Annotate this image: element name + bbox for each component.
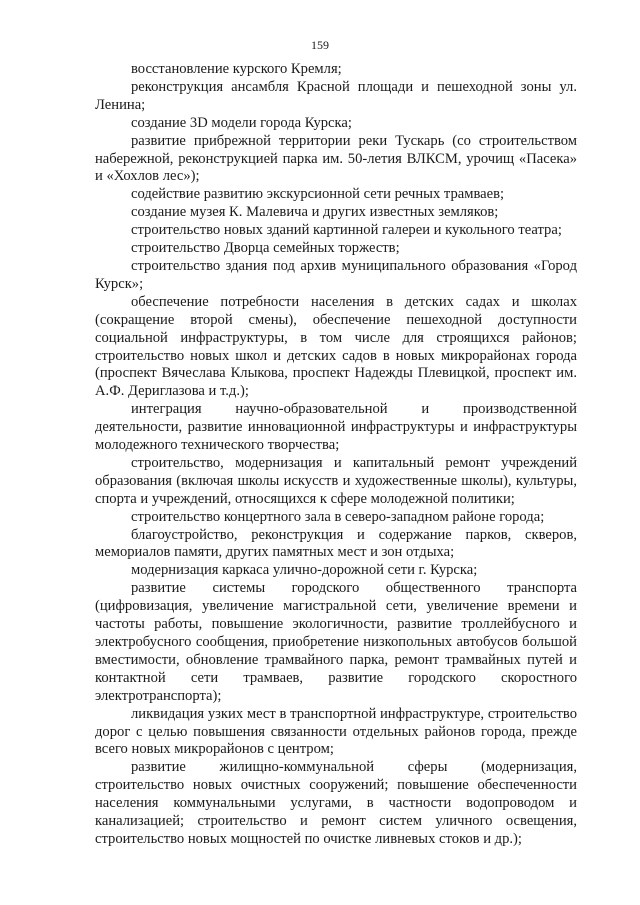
paragraph: строительство концертного зала в северо-западном районе города; bbox=[131, 508, 545, 525]
paragraph: развитие системы городского общественного транспорта (цифровизация, увеличение магистральной сети, увеличение времени и частоты работы, повышение экологичности, развитие троллейбусного и электробусного сообщения, приобретение низкопольных автобусов большой вместимости, обновление трамвайного парка, ремонт трамвайных путей и контактной сети трамваев, развитие городского скоростного электротранспорта); bbox=[95, 580, 577, 704]
document-body bbox=[95, 61, 577, 849]
page-number: 159 bbox=[311, 38, 329, 52]
paragraph: модернизация каркаса улично-дорожной сети г. Курска; bbox=[131, 562, 478, 579]
paragraph: строительство здания под архив муниципального образования «Город Курск»; bbox=[95, 257, 577, 292]
paragraph: восстановление курского Кремля; bbox=[131, 61, 342, 77]
paragraph: ликвидация узких мест в транспортной инфраструктуре, строительство дорог с целью повышения связанности отдельных районов города, прежде всего новых микрорайонов с центром; bbox=[95, 705, 577, 758]
paragraph: обеспечение потребности населения в детских садах и школах (сокращение второй смены), обеспечение пешеходной доступности социальной инфраструктуры, в том числе для строящихся районов; строительство новых школ и детских садов в новых микрорайонах города (проспект Вячеслава Клыкова, проспект Надежды Плевицкой, проспект им. А.Ф. Дериглазова и т.д.); bbox=[95, 293, 577, 400]
paragraph: развитие прибрежной территории реки Тускарь (со строительством набережной, реконструкцией парка им. 50-летия ВЛКСМ, урочищ «Пасека» и «Хохлов лес»); bbox=[95, 132, 577, 185]
paragraph: создание музея К. Малевича и других известных земляков; bbox=[131, 204, 499, 221]
paragraph: реконструкция ансамбля Красной площади и пешеходной зоны ул. Ленина; bbox=[95, 78, 577, 113]
paragraph: содействие развитию экскурсионной сети речных трамваев; bbox=[131, 186, 505, 203]
paragraph: интеграция научно-образовательной и производственной деятельности, развитие инновационной инфраструктуры и инфраструктуры молодежного технического творчества; bbox=[95, 401, 577, 454]
paragraph: строительство Дворца семейных торжеств; bbox=[131, 240, 400, 257]
paragraph: строительство, модернизация и капитальный ремонт учреждений образования (включая школы искусств и художественные школы), культуры, спорта и учреждений, относящихся к сфере молодежной политики; bbox=[95, 454, 577, 507]
paragraph: создание 3D модели города Курска; bbox=[131, 114, 352, 131]
paragraph: благоустройство, реконструкция и содержание парков, скверов, мемориалов памяти, других памятных мест и зон отдыха; bbox=[95, 526, 577, 561]
paragraph: строительство новых зданий картинной галереи и кукольного театра; bbox=[131, 222, 562, 239]
paragraph: развитие жилищно-коммунальной сферы (модернизация, строительство новых очистных сооружений; повышение обеспеченности населения коммунальными услугами, в частности водопроводом и канализацией; строительство и ремонт систем уличного освещения, строительство новых мощностей по очистке ливневых стоков и др.); bbox=[95, 759, 577, 847]
